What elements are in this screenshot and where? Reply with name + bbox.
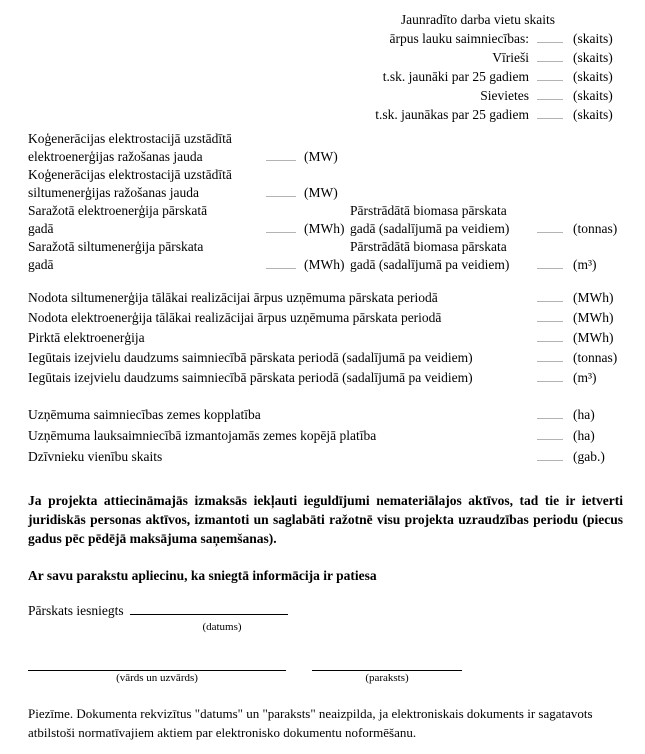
declaration-paragraph: Ja projekta attiecināmajās izmaksās iekļauti ieguldījumi nemateriālajos aktīvos, tad tie ir ietverti juridiskās personas aktīvos, izmantoti un saglabāti ražotnē visu projekta uzraudzības periodu (piecus gadus pēc pēdējā maksājuma saņemšanas).: [28, 493, 623, 546]
date-blank[interactable]: [130, 603, 288, 615]
field-label: Uzņēmuma saimniecības zemes kopplatība: [28, 407, 261, 422]
unit-label: (skaits): [573, 50, 613, 65]
field-label: ārpus lauku saimniecības:: [389, 31, 529, 46]
signature-caption: (paraksts): [365, 672, 409, 684]
field-cell: [28, 166, 350, 202]
field-row-total-land: [28, 404, 625, 425]
field-row-purchased-electricity: [28, 328, 625, 348]
value-blank[interactable]: [537, 370, 563, 382]
field-label: Vīrieši: [492, 50, 529, 65]
field-row-raw-materials-tonnes: [28, 348, 625, 368]
value-blank[interactable]: [537, 107, 563, 119]
field-label: Dzīvnieku vienību skaits: [28, 449, 163, 464]
field-label-line1: Pārstrādātā biomasa pārskata: [350, 203, 507, 218]
land-section: [28, 404, 625, 467]
value-blank[interactable]: [537, 407, 563, 419]
field-cell: [28, 202, 350, 238]
field-row-cogeneration-thermal: [28, 166, 625, 202]
field-row-produced-heat: [28, 238, 625, 274]
unit-label: (skaits): [573, 107, 613, 122]
field-cell-biomass-m3: [350, 238, 625, 274]
unit-label: (MWh): [573, 310, 614, 325]
value-blank[interactable]: [537, 350, 563, 362]
field-label-line1: Koģenerācijas elektrostacijā uzstādītā: [28, 167, 232, 182]
value-blank[interactable]: [537, 69, 563, 81]
unit-label: (m³): [573, 257, 597, 272]
field-label: Iegūtais izejvielu daudzums saimniecībā pārskata periodā (sadalījumā pa veidiem): [28, 350, 473, 365]
field-row-animal-units: [28, 446, 625, 467]
name-blank[interactable]: [28, 657, 286, 671]
field-label-line2: gadā (sadalījumā pa veidiem): [350, 257, 510, 272]
field-row-produced-electricity: [28, 202, 625, 238]
value-blank[interactable]: [537, 257, 563, 269]
unit-label: (skaits): [573, 88, 613, 103]
date-caption: (datums): [202, 621, 242, 633]
unit-label: (skaits): [573, 31, 613, 46]
field-label-line2: gadā (sadalījumā pa veidiem): [350, 221, 510, 236]
new-jobs-heading: Jaunradīto darba vietu skaits: [400, 12, 555, 27]
value-blank[interactable]: [537, 50, 563, 62]
submission-row: [28, 601, 625, 635]
field-cell-biomass-tonnes: [350, 202, 625, 238]
field-row-outside-farm: [28, 29, 625, 48]
field-row-raw-materials-m3: [28, 368, 625, 388]
field-label-line2: gadā: [28, 221, 54, 236]
value-blank[interactable]: [537, 310, 563, 322]
value-blank[interactable]: [537, 290, 563, 302]
value-blank[interactable]: [266, 257, 296, 269]
name-caption: (vārds un uzvārds): [116, 672, 198, 684]
value-blank[interactable]: [537, 221, 563, 233]
field-label: t.sk. jaunāki par 25 gadiem: [382, 69, 529, 84]
unit-label: (skaits): [573, 69, 613, 84]
unit-label: (MWh): [573, 290, 614, 305]
field-row-heat-transferred: [28, 288, 625, 308]
value-blank[interactable]: [537, 428, 563, 440]
field-label-line2: gadā: [28, 257, 54, 272]
field-label-line2: elektroenerģijas ražošanas jauda: [28, 149, 203, 164]
value-blank[interactable]: [537, 330, 563, 342]
footnote: Piezīme. Dokumenta rekvizītus "datums" un "paraksts" neaizpilda, ja elektroniskais dokuments ir sagatavots atbilstoši normatīvajiem aktiem par elektronisko dokumentu noformēšanu.: [28, 706, 593, 740]
field-label: Nodota elektroenerģija tālākai realizācijai ārpus uzņēmuma pārskata periodā: [28, 310, 442, 325]
unit-label: (ha): [573, 407, 595, 422]
value-blank[interactable]: [537, 449, 563, 461]
value-blank[interactable]: [266, 149, 296, 161]
field-label-line1: Pārstrādātā biomasa pārskata: [350, 239, 507, 254]
field-label: Iegūtais izejvielu daudzums saimniecībā pārskata periodā (sadalījumā pa veidiem): [28, 370, 473, 385]
signature-block: [28, 657, 625, 686]
field-row-women: [28, 86, 625, 105]
field-label: Uzņēmuma lauksaimniecībā izmantojamās zemes kopējā platība: [28, 428, 377, 443]
unit-label: (MW): [304, 149, 338, 164]
name-column: [28, 657, 286, 686]
value-blank[interactable]: [266, 185, 296, 197]
field-label-line1: Saražotā elektroenerģija pārskatā: [28, 203, 208, 218]
field-label: Pirktā elektroenerģija: [28, 330, 145, 345]
unit-label: (tonnas): [573, 350, 618, 365]
field-label-line2: siltumenerģijas ražošanas jauda: [28, 185, 199, 200]
value-blank[interactable]: [537, 31, 563, 43]
field-row-men-under-25: [28, 67, 625, 86]
unit-label: (m³): [573, 370, 597, 385]
unit-label: (MWh): [573, 330, 614, 345]
field-row-agricultural-land: [28, 425, 625, 446]
field-label-line1: Saražotā siltumenerģija pārskata: [28, 239, 204, 254]
unit-label: (tonnas): [573, 221, 618, 236]
empty-cell: [350, 130, 625, 166]
field-row-electricity-transferred: [28, 308, 625, 328]
unit-label: (gab.): [573, 449, 605, 464]
energy-section: [28, 130, 625, 274]
field-label-line1: Koģenerācijas elektrostacijā uzstādītā: [28, 131, 232, 146]
submission-label: Pārskats iesniegts: [28, 603, 124, 618]
value-blank[interactable]: [537, 88, 563, 100]
unit-label: (MWh): [304, 257, 345, 272]
field-row-women-under-25: [28, 105, 625, 124]
unit-label: (ha): [573, 428, 595, 443]
unit-label: (MWh): [304, 221, 345, 236]
signature-blank[interactable]: [312, 657, 462, 671]
affirmation-statement: Ar savu parakstu apliecinu, ka sniegtā informācija ir patiesa: [28, 568, 377, 583]
field-label: Sievietes: [480, 88, 529, 103]
signature-column: [312, 657, 462, 686]
unit-label: (MW): [304, 185, 338, 200]
energy-flows-section: [28, 288, 625, 388]
field-row-cogeneration-electric: [28, 130, 625, 166]
value-blank[interactable]: [266, 221, 296, 233]
field-label: Nodota siltumenerģija tālākai realizācijai ārpus uzņēmuma pārskata periodā: [28, 290, 438, 305]
field-row-men: [28, 48, 625, 67]
empty-cell: [350, 166, 625, 202]
field-cell: [28, 238, 350, 274]
field-label: t.sk. jaunākas par 25 gadiem: [375, 107, 529, 122]
new-jobs-section: [28, 10, 625, 124]
field-cell: [28, 130, 350, 166]
